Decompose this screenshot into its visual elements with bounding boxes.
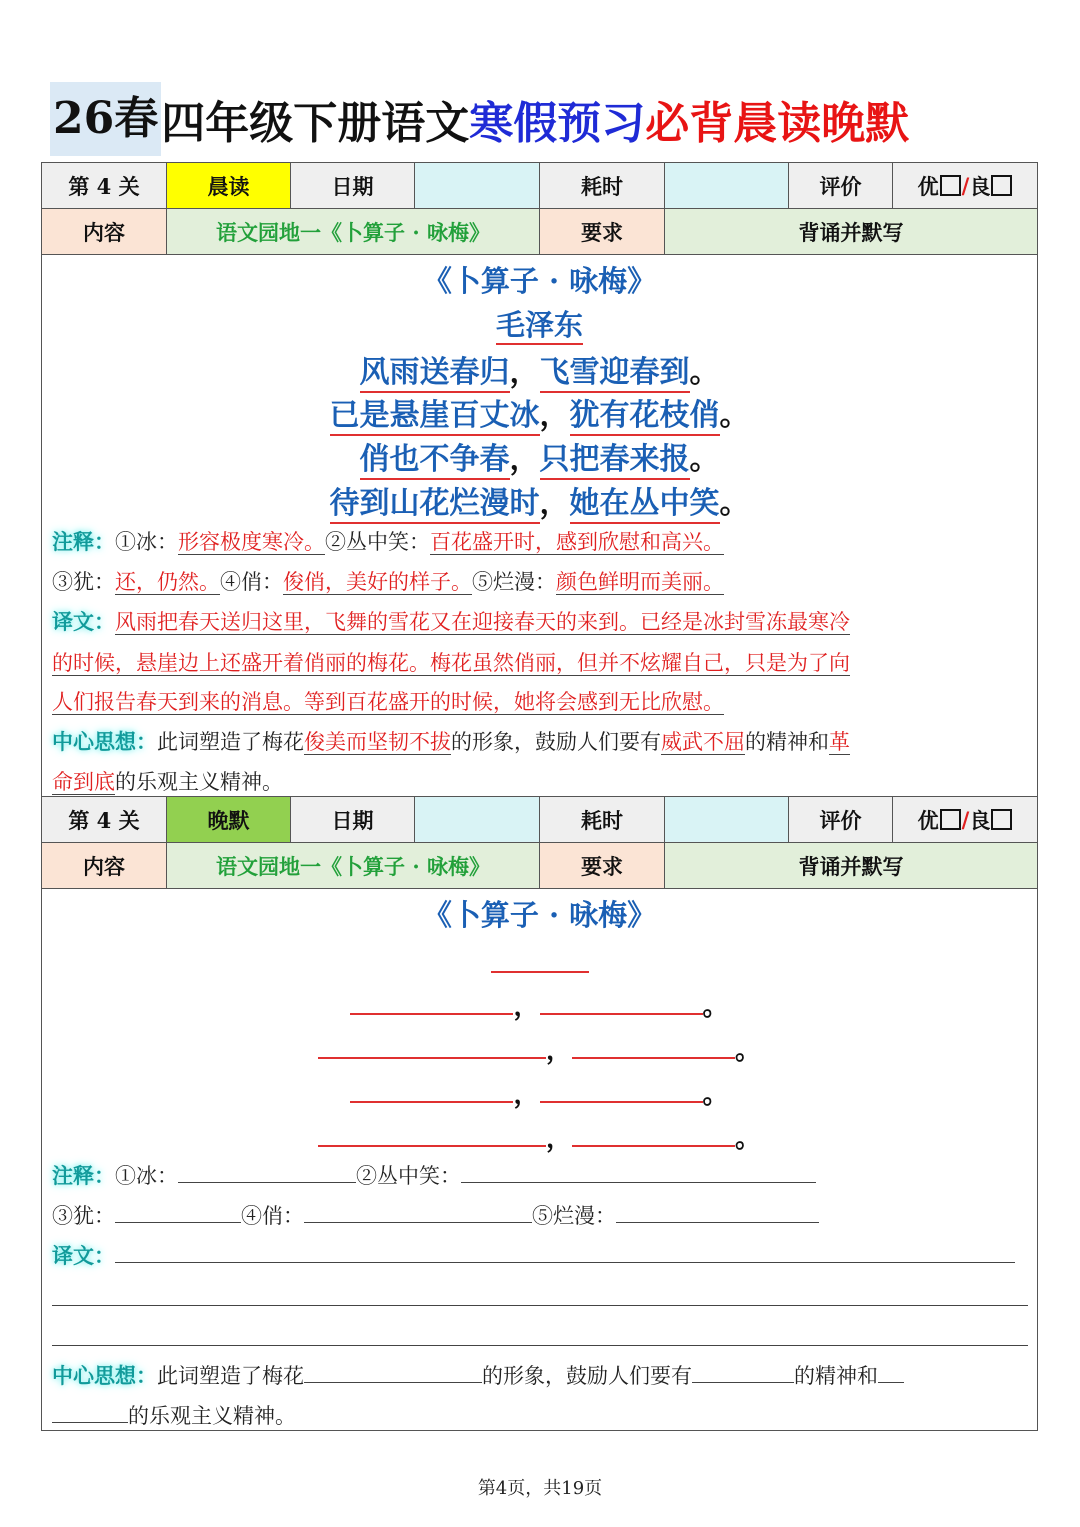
theme-label: 中心思想：: [52, 729, 157, 754]
content-label: 内容: [42, 843, 167, 888]
translation-blank[interactable]: [115, 1242, 1015, 1263]
note-blank[interactable]: [461, 1162, 816, 1183]
level-label: 第 4 关: [42, 163, 167, 208]
content-value: 语文园地一《卜算子 · 咏梅》: [167, 209, 540, 254]
eval-options: [893, 797, 1037, 842]
content-label: 内容: [42, 209, 167, 254]
poem-line: 风雨送春归，飞雪迎春到。: [42, 347, 1037, 391]
eval-fine-label: 良: [969, 807, 991, 833]
morning-content-row: [42, 209, 1037, 255]
poem-line: 俏也不争春，只把春来报。: [42, 434, 1037, 478]
level-label: 第 4 关: [42, 797, 167, 842]
title-recite: 必背晨读晚默: [645, 98, 910, 149]
morning-header-row: [42, 163, 1037, 209]
theme-blank[interactable]: [304, 1362, 482, 1383]
eval-slash: /: [961, 173, 970, 198]
translation-line-2: 的时候，悬崖边上还盛开着俏丽的梅花。梅花虽然俏丽，但并不炫耀自己，只是为了向: [52, 651, 850, 675]
eval-good-label: 优: [917, 173, 939, 199]
morning-reading-sheet: [41, 162, 1038, 797]
eval-slash: /: [961, 807, 970, 832]
notes-line-2: ③犹：还，仍然。④俏：俊俏，美好的样子。⑤烂漫：颜色鲜明而美丽。: [52, 570, 724, 594]
requirement-label: 要求: [540, 843, 665, 888]
notes-line-1: 注释：①冰：形容极度寒冷。②丛中笑：百花盛开时，感到欣慰和高兴。: [52, 529, 724, 554]
requirement-label: 要求: [540, 209, 665, 254]
mode-badge: 晨读: [167, 163, 291, 208]
translation-label: 译文：: [52, 1243, 115, 1268]
theme-blank-line-2: 的乐观主义精神。: [52, 1400, 296, 1430]
theme-blank[interactable]: [52, 1402, 128, 1423]
theme-line-1: 中心思想：此词塑造了梅花俊美而坚韧不拔的形象，鼓励人们要有威武不屈的精神和革: [52, 729, 850, 754]
eval-good-checkbox[interactable]: [940, 175, 961, 196]
theme-blank-line-1: 中心思想：此词塑造了梅花 的形象，鼓励人们要有 的精神和: [52, 1360, 904, 1390]
eval-fine-checkbox[interactable]: [991, 175, 1012, 196]
theme-blank[interactable]: [878, 1362, 904, 1383]
requirement-value: 背诵并默写: [665, 843, 1037, 888]
poem-line-blank[interactable]: ， 。: [42, 983, 1037, 1023]
date-field[interactable]: [415, 797, 540, 842]
page-title: [50, 82, 909, 156]
translation-line-1: 译文：风雨把春天送归这里，飞舞的雪花又在迎接春天的来到。已经是冰封雪冻最寒冷: [52, 609, 850, 634]
notes-label: 注释：: [52, 1163, 115, 1188]
time-label: 耗时: [540, 163, 665, 208]
date-label: 日期: [291, 163, 415, 208]
eval-fine-checkbox[interactable]: [991, 809, 1012, 830]
page-number: 第4页，共19页: [477, 1478, 603, 1499]
poem-author: 毛泽东: [42, 303, 1037, 344]
poem-line: 已是悬崖百丈冰，犹有花枝俏。: [42, 390, 1037, 434]
author-blank[interactable]: [42, 939, 1037, 973]
evening-header-row: [42, 797, 1037, 843]
evening-dictation-sheet: [41, 797, 1038, 1431]
mode-badge: 晚默: [167, 797, 291, 842]
translation-blank-line-2[interactable]: [52, 1305, 1028, 1306]
notes-blank-line-2: ③犹： ④俏： ⑤烂漫：: [52, 1200, 819, 1230]
title-year: 26春: [50, 82, 161, 156]
title-preview: 寒假预习: [469, 98, 646, 149]
translation-line-3: 人们报告春天到来的消息。等到百花盛开的时候，她将会感到无比欣慰。: [52, 690, 724, 714]
translation-blank-line-1: [52, 1240, 1015, 1270]
note-blank[interactable]: [178, 1162, 356, 1183]
translation-label: 译文：: [52, 609, 115, 634]
time-label: 耗时: [540, 797, 665, 842]
note-blank[interactable]: [616, 1202, 819, 1223]
eval-good-label: 优: [917, 807, 939, 833]
evening-content-row: [42, 843, 1037, 889]
poem-line-blank[interactable]: ， 。: [42, 1027, 1037, 1067]
poem-line: 待到山花烂漫时，她在丛中笑。: [42, 478, 1037, 522]
date-label: 日期: [291, 797, 415, 842]
theme-line-2: 命到底的乐观主义精神。: [52, 770, 283, 794]
title-grade: 四年级下册语文: [161, 98, 470, 149]
poem-line-blank[interactable]: ， 。: [42, 1071, 1037, 1111]
notes-label: 注释：: [52, 529, 115, 554]
note-blank[interactable]: [304, 1202, 532, 1223]
translation-blank-line-3[interactable]: [52, 1345, 1028, 1346]
date-field[interactable]: [415, 163, 540, 208]
poem-title: 《卜算子 · 咏梅》: [422, 264, 657, 298]
eval-label: 评价: [789, 163, 893, 208]
eval-good-checkbox[interactable]: [940, 809, 961, 830]
theme-label: 中心思想：: [52, 1363, 157, 1388]
time-field[interactable]: [665, 797, 789, 842]
eval-label: 评价: [789, 797, 893, 842]
requirement-value: 背诵并默写: [665, 209, 1037, 254]
note-blank[interactable]: [115, 1202, 241, 1223]
content-value: 语文园地一《卜算子 · 咏梅》: [167, 843, 540, 888]
theme-blank[interactable]: [692, 1362, 794, 1383]
eval-fine-label: 良: [969, 173, 991, 199]
eval-options: [893, 163, 1037, 208]
time-field[interactable]: [665, 163, 789, 208]
poem-line-blank[interactable]: ， 。: [42, 1115, 1037, 1155]
notes-blank-line-1: 注释：①冰： ②丛中笑：: [52, 1160, 816, 1190]
poem-title: 《卜算子 · 咏梅》: [422, 898, 657, 932]
